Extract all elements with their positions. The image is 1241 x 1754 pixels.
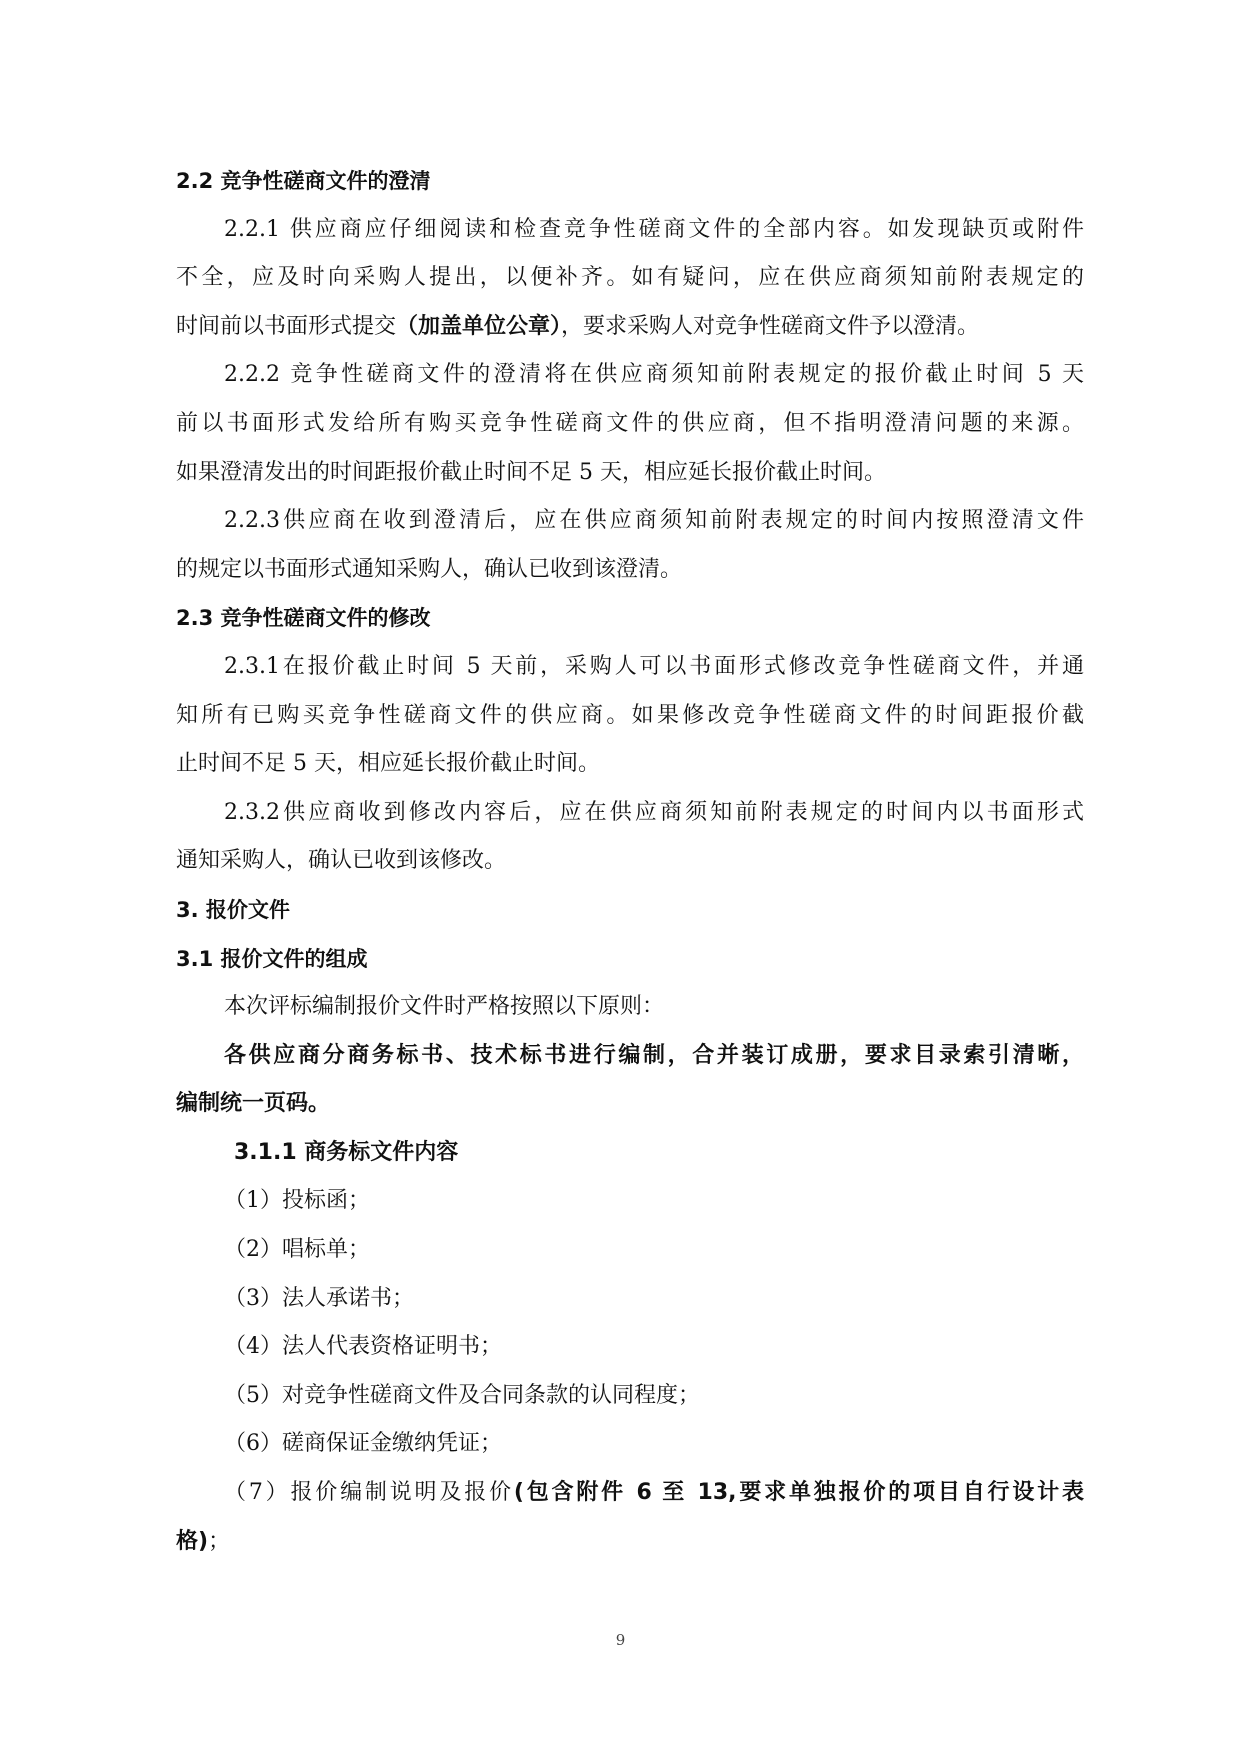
list-item: （4）法人代表资格证明书； (224, 1334, 502, 1360)
section-heading-2-3: 2.3 竞争性磋商文件的修改 (176, 606, 431, 631)
subsection-heading-3-1-1: 3.1.1 商务标文件内容 (234, 1139, 459, 1165)
list-item: （2）唱标单； (224, 1237, 370, 1263)
text-run: ，要求采购人对竞争性磋商文件予以澄清。 (561, 313, 980, 339)
section-heading-2-2: 2.2 竞争性磋商文件的澄清 (176, 169, 431, 193)
list-item-7-line-1 (176, 1469, 1084, 1518)
paragraph-2-3-1-line-3: 止时间不足 5 天，相应延长报价截止时间。 (176, 751, 600, 777)
text-run: 时间前以书面形式提交 (176, 313, 397, 339)
paragraph-2-2-2-line-1: 2.2.2 竞争性磋商文件的澄清将在供应商须知前附表规定的报价截止时间 5 天 (224, 362, 1084, 388)
list-item: （6）磋商保证金缴纳凭证； (224, 1431, 502, 1457)
paragraph-2-3-2-line-1: 2.3.2供应商收到修改内容后，应在供应商须知前附表规定的时间内以书面形式 (224, 799, 1084, 825)
section-heading-3: 3. 报价文件 (176, 897, 290, 922)
page-number: 9 (615, 1631, 626, 1649)
paragraph-2-2-3-line-1: 2.2.3供应商在收到澄清后，应在供应商须知前附表规定的时间内按照澄清文件 (224, 508, 1084, 534)
paragraph-2-3-1-line-1: 2.3.1在报价截止时间 5 天前，采购人可以书面形式修改竞争性磋商文件，并通 (224, 653, 1084, 679)
bold-attachment-note-end: 格) (176, 1528, 209, 1554)
principles-intro: 本次评标编制报价文件时严格按照以下原则： (224, 994, 665, 1020)
list-item-7-line-2 (176, 1518, 1084, 1567)
bold-attachment-note: (包含附件 6 至 13,要求单独报价的项目自行设计表 (513, 1480, 1084, 1506)
paragraph-2-2-2-line-3: 如果澄清发出的时间距报价截止时间不足 5 天，相应延长报价截止时间。 (176, 459, 886, 485)
paragraph-2-2-1-line-1: 2.2.1 供应商应仔细阅读和检查竞争性磋商文件的全部内容。如发现缺页或附件 (224, 216, 1084, 242)
paragraph-2-2-3-line-2: 的规定以书面形式通知采购人，确认已收到该澄清。 (176, 556, 683, 582)
list-item: （3）法人承诺书； (224, 1285, 414, 1311)
page-content (176, 157, 1084, 1566)
paragraph-2-2-1-line-2: 不全，应及时向采购人提出，以便补齐。如有疑问，应在供应商须知前附表规定的 (176, 265, 1084, 291)
paragraph-2-3-1-line-2: 知所有已购买竞争性磋商文件的供应商。如果修改竞争性磋商文件的时间距报价截 (176, 702, 1084, 728)
paragraph-2-2-2-line-2: 前以书面形式发给所有购买竞争性磋商文件的供应商，但不指明澄清问题的来源。 (176, 410, 1084, 436)
paragraph-2-2-1-line-3 (176, 303, 1084, 352)
list-item: （5）对竞争性磋商文件及合同条款的认同程度； (224, 1382, 700, 1408)
section-heading-3-1: 3.1 报价文件的组成 (176, 946, 368, 971)
principles-rule-line-2: 编制统一页码。 (176, 1091, 331, 1117)
paragraph-2-3-2-line-2: 通知采购人，确认已收到该修改。 (176, 848, 507, 874)
text-run: （7）报价编制说明及报价 (224, 1480, 514, 1506)
principles-rule-line-1: 各供应商分商务标书、技术标书进行编制，合并装订成册，要求目录索引清晰， (224, 1042, 1084, 1068)
list-item: （1）投标函； (224, 1188, 370, 1214)
text-run: ； (208, 1528, 231, 1554)
bold-seal-note: （加盖单位公章） (396, 313, 562, 339)
